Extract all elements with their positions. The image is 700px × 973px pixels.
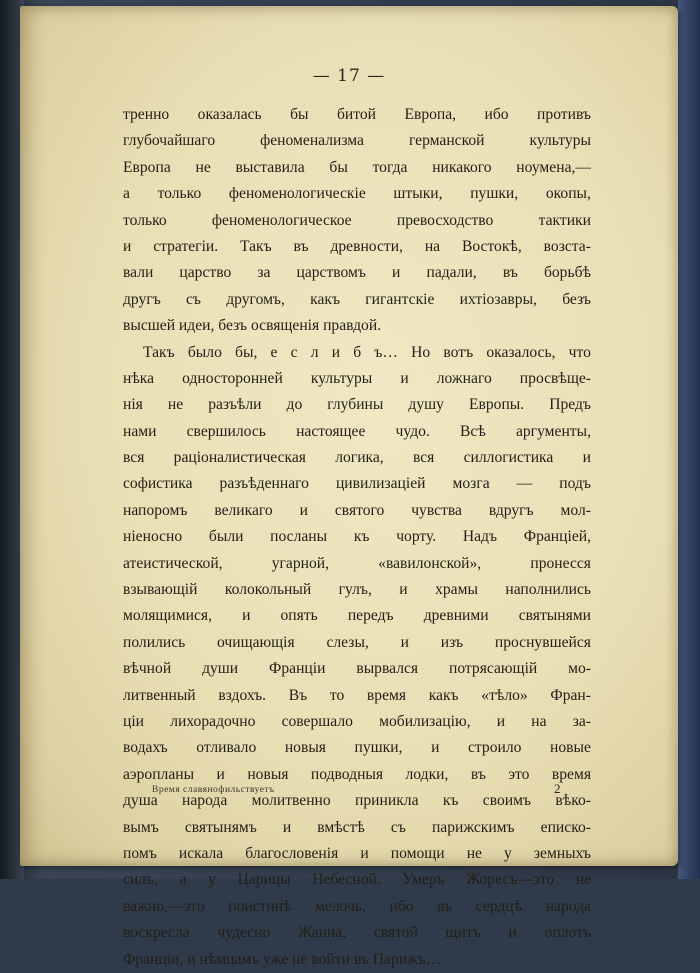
text-line: водахъ отливало новыя пушки, и строило новые (123, 739, 591, 757)
text-line: помъ искала благословенія и помощи не у земныхъ (123, 844, 591, 862)
text-line: напоромъ великаго и святого чувства вдругъ мол- (123, 501, 591, 519)
text-line: высшей идеи, безъ освященія правдой. (123, 317, 382, 335)
book-cover-edge (678, 0, 700, 879)
text-line: только феноменологическое превосходство тактики (123, 211, 591, 229)
text-line: аэропланы и новыя подводныя лодки, въ это время (123, 765, 591, 783)
text-line: силъ, а у Царицы Небесной. Умеръ Жоресъ—это не (123, 871, 591, 889)
text-line: литвенный вздохъ. Въ то время какъ «тѣло» Фран- (123, 686, 591, 704)
text-line: атеистической, угарной, «вавилонской», пронесся (123, 554, 591, 572)
text-line: вся раціоналистическая логика, вся силлогистика и (123, 449, 591, 467)
text-line: взывающій колокольный гулъ, и храмы наполнились (123, 581, 591, 599)
text-line: Такъ было бы, е с л и б ъ… Но вотъ оказалось, что (143, 343, 591, 361)
book-page (20, 6, 678, 968)
text-line: вали царство за царствомъ и падали, въ борьбѣ (123, 264, 591, 282)
text-line: вымъ святынямъ и вмѣстѣ съ парижскимъ еписко- (123, 818, 591, 836)
text-line: софистика разъѣденнаго цивилизаціей мозга — подъ (123, 475, 591, 493)
body-text (123, 102, 591, 973)
text-line: и стратегіи. Такъ въ древности, на Востокѣ, возста- (123, 237, 591, 255)
text-line: важно,—это поистинѣ мелочь, ибо въ сердцѣ народа (123, 897, 591, 915)
text-line: молящимися, и опять передъ древними святынями (123, 607, 591, 625)
page-number: — 17 — (312, 66, 386, 86)
text-line: тренно оказалась бы битой Европа, ибо противъ (123, 106, 591, 123)
text-line: Европа не выставила бы тогда никакого ноумена,— (123, 158, 591, 176)
text-line: а только феноменологическіе штыки, пушки, окопы, (123, 185, 591, 203)
text-line: Франціи, и нѣмцамъ уже не войти въ Парижъ… (123, 950, 442, 968)
sheet-number: 2 (554, 781, 561, 796)
text-line: воскресла чудесно Жанна, святой щитъ и оплотъ (123, 924, 591, 942)
text-line: душа народа молитвенно приникла къ своимъ вѣко- (123, 792, 591, 810)
text-line: нія не разъѣли до глубины душу Европы. Предъ (123, 396, 591, 414)
text-line: вѣчной души Франціи вырвался потрясающій мо- (123, 660, 591, 678)
footer-signature: Время славянофильствуетъ (152, 785, 275, 795)
text-line: глубочайшаго феноменализма германской культуры (123, 132, 591, 150)
text-line: другъ съ другомъ, какъ гигантскіе ихтіозавры, безъ (123, 290, 591, 308)
text-line: ніеносно были посланы къ чорту. Надъ Франціей, (123, 528, 591, 546)
text-line: нѣка односторонней культуры и ложнаго просвѣще- (123, 369, 591, 387)
text-line: ціи лихорадочно совершало мобилизацію, и на за- (123, 712, 591, 730)
text-line: полились очищающія слезы, и изъ проснувшейся (123, 633, 591, 651)
text-line: нами свершилось настоящее чудо. Всѣ аргументы, (123, 422, 591, 440)
